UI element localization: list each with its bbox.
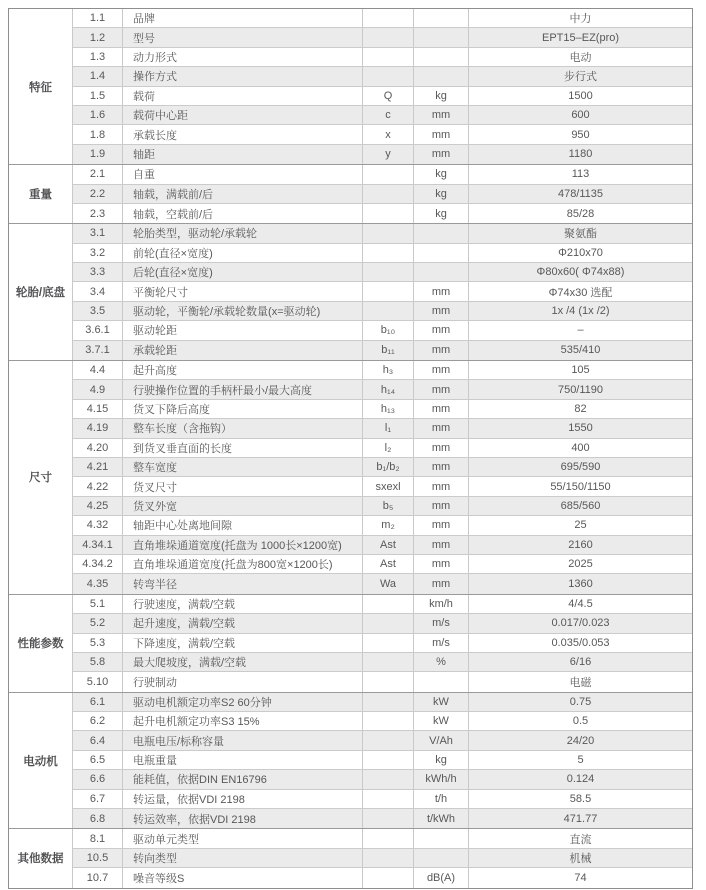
- value-cell: 0.5: [572, 715, 589, 728]
- symbol-cell: [363, 204, 414, 223]
- description-cell: 下降速度，满载/空载: [123, 634, 363, 652]
- description-cell: 自重: [123, 165, 363, 183]
- unit-cell: m/s: [414, 634, 469, 652]
- unit-cell: kWh/h: [414, 770, 469, 788]
- symbol-cell: h₁₃: [363, 400, 414, 418]
- row-number-cell: 3.1: [73, 224, 123, 242]
- row-number-cell: 6.4: [73, 731, 123, 749]
- unit-cell: kW: [414, 693, 469, 711]
- spec-section: [9, 164, 692, 223]
- symbol-cell: Q: [363, 87, 414, 105]
- unit-cell: V/Ah: [414, 731, 469, 749]
- unit-cell: mm: [414, 439, 469, 457]
- row-number-cell: 3.4: [73, 282, 123, 300]
- symbol-cell: Wa: [363, 574, 414, 593]
- row-number-cell: 4.25: [73, 497, 123, 515]
- symbol-cell: [363, 672, 414, 691]
- value-cell: 478/1135: [557, 187, 604, 200]
- value-cell: 聚氨酯: [564, 228, 597, 241]
- spec-row: [73, 263, 692, 282]
- spec-section: [9, 828, 692, 887]
- spec-row: [73, 87, 692, 106]
- spec-row: [73, 67, 692, 86]
- description-cell: 驱动电机额定功率S2 60分钟: [123, 693, 363, 711]
- spec-row: [73, 712, 692, 731]
- spec-section: [9, 692, 692, 829]
- symbol-cell: [363, 653, 414, 671]
- spec-row: [73, 48, 692, 67]
- description-cell: 载荷: [123, 87, 363, 105]
- description-cell: 电瓶重量: [123, 751, 363, 769]
- row-number-cell: 6.5: [73, 751, 123, 769]
- row-number-cell: 4.4: [73, 361, 123, 379]
- unit-cell: t/kWh: [414, 809, 469, 828]
- spec-row: [73, 497, 692, 516]
- value-cell: 74: [574, 871, 587, 884]
- category-cell: 其他数据: [9, 829, 73, 887]
- description-cell: 承载轮距: [123, 341, 363, 360]
- description-cell: 行驶制动: [123, 672, 363, 691]
- spec-row: [73, 145, 692, 164]
- spec-row: [73, 302, 692, 321]
- unit-cell: mm: [414, 477, 469, 495]
- row-number-cell: 4.35: [73, 574, 123, 593]
- spec-row: [73, 634, 692, 653]
- value-cell: 685/560: [560, 499, 601, 512]
- value-cell: 电动: [569, 51, 592, 64]
- spec-section: [9, 223, 692, 360]
- symbol-cell: [363, 263, 414, 281]
- row-number-cell: 6.2: [73, 712, 123, 730]
- symbol-cell: [363, 185, 414, 203]
- spec-row: [73, 439, 692, 458]
- spec-row: [73, 244, 692, 263]
- symbol-cell: [363, 282, 414, 300]
- category-cell: 重量: [9, 165, 73, 223]
- spec-row: [73, 361, 692, 380]
- row-number-cell: 1.2: [73, 28, 123, 46]
- unit-cell: mm: [414, 341, 469, 360]
- value-cell: 0.75: [569, 695, 592, 708]
- description-cell: 转运效率，依据VDI 2198: [123, 809, 363, 828]
- value-cell: 6/16: [569, 656, 592, 669]
- spec-row: [73, 516, 692, 535]
- description-cell: 转向类型: [123, 849, 363, 867]
- unit-cell: [414, 263, 469, 281]
- description-cell: 转运量，依据VDI 2198: [123, 790, 363, 808]
- unit-cell: [414, 829, 469, 847]
- unit-cell: kg: [414, 87, 469, 105]
- row-number-cell: 3.3: [73, 263, 123, 281]
- unit-cell: kg: [414, 204, 469, 223]
- description-cell: 轴距中心处离地间隙: [123, 516, 363, 534]
- spec-row: [73, 458, 692, 477]
- symbol-cell: b₁/b₂: [363, 458, 414, 476]
- spec-row: [73, 829, 692, 848]
- value-cell: 1500: [568, 89, 593, 102]
- symbol-cell: Ast: [363, 555, 414, 573]
- symbol-cell: sxexl: [363, 477, 414, 495]
- spec-row: [73, 321, 692, 340]
- unit-cell: mm: [414, 380, 469, 398]
- description-cell: 前轮(直径×宽度): [123, 244, 363, 262]
- spec-row: [73, 809, 692, 828]
- description-cell: 品牌: [123, 9, 363, 27]
- unit-cell: mm: [414, 145, 469, 164]
- symbol-cell: [363, 790, 414, 808]
- unit-cell: mm: [414, 516, 469, 534]
- symbol-cell: [363, 67, 414, 85]
- value-cell: 1x /4 (1x /2): [551, 305, 610, 318]
- spec-row: [73, 595, 692, 614]
- symbol-cell: [363, 9, 414, 27]
- description-cell: 后轮(直径×宽度): [123, 263, 363, 281]
- symbol-cell: [363, 302, 414, 320]
- spec-row: [73, 204, 692, 223]
- spec-section: [9, 594, 692, 692]
- description-cell: 起升高度: [123, 361, 363, 379]
- description-cell: 驱动单元类型: [123, 829, 363, 847]
- symbol-cell: [363, 614, 414, 632]
- unit-cell: mm: [414, 321, 469, 339]
- row-number-cell: 3.7.1: [73, 341, 123, 360]
- unit-cell: mm: [414, 497, 469, 515]
- value-cell: 82: [574, 403, 587, 415]
- value-cell: 1180: [568, 148, 593, 161]
- spec-row: [73, 731, 692, 750]
- unit-cell: mm: [414, 106, 469, 124]
- symbol-cell: [363, 712, 414, 730]
- row-number-cell: 1.3: [73, 48, 123, 66]
- symbol-cell: [363, 595, 414, 613]
- symbol-cell: [363, 693, 414, 711]
- spec-section: [9, 360, 692, 594]
- symbol-cell: x: [363, 125, 414, 143]
- row-number-cell: 1.9: [73, 145, 123, 164]
- value-cell: 步行式: [564, 71, 597, 84]
- description-cell: 承载长度: [123, 125, 363, 143]
- section-rows: [73, 595, 692, 692]
- row-number-cell: 1.8: [73, 125, 123, 143]
- category-cell: 轮胎/底盘: [9, 224, 73, 360]
- value-cell: 直流: [569, 833, 592, 846]
- row-number-cell: 3.2: [73, 244, 123, 262]
- symbol-cell: [363, 165, 414, 183]
- symbol-cell: Ast: [363, 536, 414, 554]
- value-cell: Φ74x30 选配: [548, 286, 613, 299]
- row-number-cell: 5.10: [73, 672, 123, 691]
- unit-cell: [414, 849, 469, 867]
- section-rows: [73, 9, 692, 164]
- symbol-cell: [363, 731, 414, 749]
- unit-cell: kg: [414, 165, 469, 183]
- description-cell: 转弯半径: [123, 574, 363, 593]
- value-cell: 113: [571, 168, 590, 181]
- symbol-cell: l₂: [363, 439, 414, 457]
- row-number-cell: 1.5: [73, 87, 123, 105]
- row-number-cell: 10.5: [73, 849, 123, 867]
- unit-cell: kg: [414, 751, 469, 769]
- row-number-cell: 4.34.1: [73, 536, 123, 554]
- description-cell: 起升速度，满载/空载: [123, 614, 363, 632]
- unit-cell: kg: [414, 185, 469, 203]
- spec-row: [73, 672, 692, 691]
- row-number-cell: 5.1: [73, 595, 123, 613]
- row-number-cell: 2.2: [73, 185, 123, 203]
- row-number-cell: 4.21: [73, 458, 123, 476]
- spec-row: [73, 106, 692, 125]
- symbol-cell: b₁₀: [363, 321, 414, 339]
- row-number-cell: 1.1: [73, 9, 123, 27]
- unit-cell: dB(A): [414, 868, 469, 887]
- description-cell: 驱动轮，平衡轮/承载轮数量(x=驱动轮): [123, 302, 363, 320]
- value-cell: 950: [571, 128, 590, 141]
- row-number-cell: 1.4: [73, 67, 123, 85]
- spec-row: [73, 574, 692, 593]
- row-number-cell: 8.1: [73, 829, 123, 847]
- symbol-cell: [363, 28, 414, 46]
- symbol-cell: m₂: [363, 516, 414, 534]
- description-cell: 轴载，空载前/后: [123, 204, 363, 223]
- section-rows: [73, 224, 692, 360]
- row-number-cell: 4.19: [73, 419, 123, 437]
- spec-table: [8, 8, 693, 889]
- value-cell: 5: [577, 754, 584, 767]
- value-cell: EPT15–EZ(pro): [541, 31, 620, 44]
- description-cell: 动力形式: [123, 48, 363, 66]
- section-rows: [73, 361, 692, 594]
- row-number-cell: 4.32: [73, 516, 123, 534]
- unit-cell: m/s: [414, 614, 469, 632]
- unit-cell: [414, 48, 469, 66]
- unit-cell: mm: [414, 125, 469, 143]
- spec-row: [73, 185, 692, 204]
- description-cell: 行驶操作位置的手柄杆最小/最大高度: [123, 380, 363, 398]
- value-cell: Φ210x70: [558, 246, 603, 259]
- spec-row: [73, 165, 692, 184]
- symbol-cell: l₁: [363, 419, 414, 437]
- description-cell: 轮胎类型，驱动轮/承载轮: [123, 224, 363, 242]
- row-number-cell: 3.6.1: [73, 321, 123, 339]
- row-number-cell: 3.5: [73, 302, 123, 320]
- row-number-cell: 2.3: [73, 204, 123, 223]
- row-number-cell: 6.8: [73, 809, 123, 828]
- value-cell: 105: [571, 364, 590, 377]
- value-cell: 55/150/1150: [550, 480, 611, 493]
- row-number-cell: 2.1: [73, 165, 123, 183]
- spec-row: [73, 224, 692, 243]
- description-cell: 起升电机额定功率S3 15%: [123, 712, 363, 730]
- row-number-cell: 4.22: [73, 477, 123, 495]
- spec-row: [73, 555, 692, 574]
- description-cell: 轴距: [123, 145, 363, 164]
- unit-cell: kW: [414, 712, 469, 730]
- symbol-cell: y: [363, 145, 414, 164]
- spec-row: [73, 751, 692, 770]
- unit-cell: mm: [414, 302, 469, 320]
- description-cell: 货叉外宽: [123, 497, 363, 515]
- row-number-cell: 6.1: [73, 693, 123, 711]
- value-cell: Φ80x60( Φ74x88): [536, 266, 625, 279]
- symbol-cell: [363, 849, 414, 867]
- spec-row: [73, 849, 692, 868]
- unit-cell: [414, 9, 469, 27]
- unit-cell: [414, 67, 469, 85]
- spec-row: [73, 282, 692, 301]
- section-rows: [73, 829, 692, 887]
- description-cell: 最大爬坡度，满载/空载: [123, 653, 363, 671]
- symbol-cell: [363, 244, 414, 262]
- symbol-cell: [363, 809, 414, 828]
- description-cell: 货叉下降后高度: [123, 400, 363, 418]
- spec-row: [73, 28, 692, 47]
- spec-row: [73, 693, 692, 712]
- value-cell: 0.017/0.023: [551, 617, 610, 630]
- description-cell: 载荷中心距: [123, 106, 363, 124]
- row-number-cell: 1.6: [73, 106, 123, 124]
- spec-row: [73, 790, 692, 809]
- spec-row: [73, 536, 692, 555]
- symbol-cell: [363, 751, 414, 769]
- value-cell: 电磁: [569, 676, 592, 689]
- description-cell: 噪音等级S: [123, 868, 363, 887]
- value-cell: –: [577, 324, 584, 337]
- unit-cell: t/h: [414, 790, 469, 808]
- symbol-cell: [363, 48, 414, 66]
- description-cell: 型号: [123, 28, 363, 46]
- value-cell: 535/410: [560, 344, 601, 357]
- unit-cell: mm: [414, 361, 469, 379]
- description-cell: 货叉尺寸: [123, 477, 363, 495]
- row-number-cell: 6.6: [73, 770, 123, 788]
- description-cell: 到货叉垂直面的长度: [123, 439, 363, 457]
- section-rows: [73, 693, 692, 829]
- value-cell: 750/1190: [557, 383, 604, 396]
- value-cell: 2025: [568, 558, 593, 571]
- symbol-cell: [363, 829, 414, 847]
- symbol-cell: h₃: [363, 361, 414, 379]
- row-number-cell: 10.7: [73, 868, 123, 887]
- value-cell: 2160: [568, 538, 593, 551]
- spec-row: [73, 9, 692, 28]
- unit-cell: km/h: [414, 595, 469, 613]
- description-cell: 能耗值，依据DIN EN16796: [123, 770, 363, 788]
- row-number-cell: 5.2: [73, 614, 123, 632]
- value-cell: 600: [571, 109, 590, 122]
- symbol-cell: h₁₄: [363, 380, 414, 398]
- unit-cell: mm: [414, 536, 469, 554]
- description-cell: 整车宽度: [123, 458, 363, 476]
- spec-row: [73, 125, 692, 144]
- section-rows: [73, 165, 692, 223]
- value-cell: 0.035/0.053: [551, 636, 610, 649]
- spec-row: [73, 341, 692, 360]
- value-cell: 1360: [568, 578, 593, 591]
- unit-cell: mm: [414, 419, 469, 437]
- unit-cell: mm: [414, 400, 469, 418]
- category-cell: 电动机: [9, 693, 73, 829]
- row-number-cell: 4.9: [73, 380, 123, 398]
- value-cell: 4/4.5: [568, 597, 593, 610]
- unit-cell: mm: [414, 282, 469, 300]
- spec-row: [73, 380, 692, 399]
- row-number-cell: 5.8: [73, 653, 123, 671]
- symbol-cell: c: [363, 106, 414, 124]
- value-cell: 25: [574, 519, 587, 532]
- value-cell: 400: [571, 441, 590, 454]
- row-number-cell: 4.20: [73, 439, 123, 457]
- description-cell: 操作方式: [123, 67, 363, 85]
- description-cell: 直角堆垛通道宽度(托盘为800宽×1200长): [123, 555, 363, 573]
- category-cell: 性能参数: [9, 595, 73, 692]
- row-number-cell: 4.34.2: [73, 555, 123, 573]
- unit-cell: [414, 224, 469, 242]
- row-number-cell: 6.7: [73, 790, 123, 808]
- value-cell: 695/590: [560, 461, 601, 474]
- description-cell: 电瓶电压/标称容量: [123, 731, 363, 749]
- unit-cell: mm: [414, 458, 469, 476]
- value-cell: 24/20: [566, 734, 595, 747]
- spec-section: [9, 9, 692, 164]
- spec-row: [73, 477, 692, 496]
- value-cell: 1550: [568, 422, 593, 435]
- description-cell: 驱动轮距: [123, 321, 363, 339]
- symbol-cell: [363, 770, 414, 788]
- description-cell: 整车长度（含拖钩）: [123, 419, 363, 437]
- row-number-cell: 4.15: [73, 400, 123, 418]
- spec-row: [73, 419, 692, 438]
- spec-row: [73, 653, 692, 672]
- symbol-cell: [363, 868, 414, 887]
- unit-cell: [414, 244, 469, 262]
- spec-row: [73, 614, 692, 633]
- description-cell: 平衡轮尺寸: [123, 282, 363, 300]
- symbol-cell: b₅: [363, 497, 414, 515]
- unit-cell: mm: [414, 574, 469, 593]
- spec-row: [73, 868, 692, 887]
- value-cell: 0.124: [566, 773, 595, 786]
- spec-row: [73, 400, 692, 419]
- unit-cell: [414, 28, 469, 46]
- category-cell: 特征: [9, 9, 73, 164]
- category-cell: 尺寸: [9, 361, 73, 594]
- symbol-cell: [363, 634, 414, 652]
- description-cell: 直角堆垛通道宽度(托盘为 1000长×1200宽): [123, 536, 363, 554]
- value-cell: 471.77: [563, 812, 598, 825]
- unit-cell: %: [414, 653, 469, 671]
- unit-cell: mm: [414, 555, 469, 573]
- spec-row: [73, 770, 692, 789]
- value-cell: 中力: [569, 13, 592, 26]
- description-cell: 行驶速度，满载/空载: [123, 595, 363, 613]
- unit-cell: [414, 672, 469, 691]
- value-cell: 58.5: [569, 792, 592, 805]
- symbol-cell: b₁₁: [363, 341, 414, 360]
- row-number-cell: 5.3: [73, 634, 123, 652]
- value-cell: 85/28: [566, 207, 595, 220]
- symbol-cell: [363, 224, 414, 242]
- value-cell: 机械: [569, 852, 592, 865]
- description-cell: 轴载，满载前/后: [123, 185, 363, 203]
